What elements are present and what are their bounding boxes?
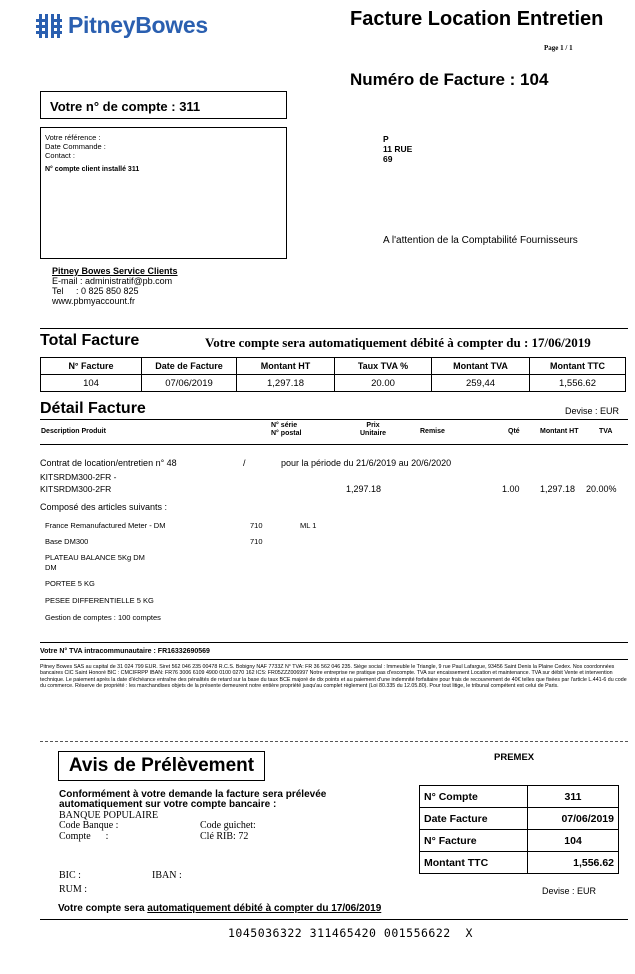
service-website: www.pbmyaccount.fr xyxy=(52,296,136,306)
page-indicator: Page 1 / 1 xyxy=(544,44,573,52)
composition-heading: Composé des articles suivants : xyxy=(40,502,168,512)
amount-ht-value: 1,297.18 xyxy=(540,484,576,494)
detail-section-title: Détail Facture xyxy=(40,400,146,417)
detail-currency: Devise : EUR xyxy=(565,406,620,416)
col-quantity: Qté xyxy=(508,428,520,435)
legal-notice: Pitney Bowes SAS au capital de 31 024 799 EUR. Siret 562 046 235 00478 R.C.S. Bobigny NAF 7733Z N° TVA: FR 36 562 046 235. Siège social : Immeuble le Triangle, 9 rue Paul Lafargue, 93456 Saint Denis la Plaine Cedex. Nos coordonnées bancaires CIC Saint Honoré BIC : CMCIFRPP IBAN: FR76 3006 6109 4900 0100 0270 162 ICS: FR05ZZZ006997 Notre entreprise ne pratique pas d'escompte. TVA sur encaissement Location et maintenance. TVA sur débit Vente et intervention technique. Le paiement après la date d'échéance entraîne des pénalités de retard sur la base du taux BCE majoré de dix points et au paiement d'une indemnité forfaitaire pour frais de recouvrement de 40€ telles que fixées par l'article L.441-6 du code du commerce. Réserve de propriété : les marchandises objets de la présente demeurent notre entière propriété jusqu'au complet règlement (Loi 80.335 du 12.05.80). Pour tout litige, le tribunal compétent est celui de Paris. xyxy=(40,664,627,690)
kit-line: KITSRDM300-2FR xyxy=(40,484,112,494)
iban-label: IBAN : xyxy=(152,870,182,881)
branch-code-label: Code guichet: xyxy=(200,820,256,831)
detail-header-top-rule xyxy=(40,419,628,420)
header-cell: Date de Facture xyxy=(142,358,237,375)
tva-rate-value: 20.00% xyxy=(586,484,617,494)
document-title: Facture Location Entretien xyxy=(350,8,604,30)
account-row xyxy=(59,832,349,843)
premex-title: PREMEX xyxy=(494,752,535,763)
list-item-code: 710 xyxy=(250,537,263,546)
reference-box xyxy=(40,127,287,259)
header-cell: N° Facture xyxy=(41,358,142,375)
col-postal-line: N° postal xyxy=(271,430,302,437)
section-divider xyxy=(40,328,628,329)
premex-table xyxy=(419,785,619,874)
direct-debit-title: Avis de Prélèvement xyxy=(58,751,265,781)
list-item: PORTEE 5 KG xyxy=(45,579,95,588)
kit-line: KITSRDM300-2FR - xyxy=(40,472,117,482)
col-amount-ht: Montant HT xyxy=(540,428,579,435)
value-cell: 1,556.62 xyxy=(530,375,626,392)
bic-label: BIC : xyxy=(59,870,81,881)
list-item-extra: ML 1 xyxy=(300,521,317,530)
brand-name: PitneyBowes xyxy=(68,12,208,38)
col-price-line: Prix xyxy=(366,422,380,429)
invoice-number-heading: Numéro de Facture : 104 xyxy=(350,70,549,89)
premex-label: Date Facture xyxy=(420,808,528,830)
value-cell: 07/06/2019 xyxy=(142,375,237,392)
address-line: P xyxy=(383,134,389,144)
col-tva: TVA xyxy=(599,428,613,435)
detail-header-bottom-rule xyxy=(40,444,628,445)
table-row xyxy=(420,830,619,852)
table-row xyxy=(41,375,626,392)
premex-label: N° Facture xyxy=(420,830,528,852)
header-cell: Montant HT xyxy=(237,358,335,375)
ref-line-contact: Contact : xyxy=(45,151,76,160)
service-email: E-mail : administratif@pb.com xyxy=(52,276,173,286)
premex-value: 104 xyxy=(528,830,619,852)
header-cell: Taux TVA % xyxy=(335,358,432,375)
list-item: PESEE DIFFERENTIELLE 5 KG xyxy=(45,596,154,605)
header-cell: Montant TVA xyxy=(432,358,530,375)
rum-label: RUM : xyxy=(59,884,88,895)
debit-date-line xyxy=(58,903,381,914)
address-line: 69 xyxy=(383,154,393,164)
table-header-row xyxy=(41,358,626,375)
ref-line-reference: Votre référence : xyxy=(45,133,101,142)
brand-logo xyxy=(36,12,208,39)
total-section-title: Total Facture xyxy=(40,332,140,349)
col-serial-line: N° série xyxy=(271,422,298,429)
list-item-code: 710 xyxy=(250,521,263,530)
ref-line-order-date: Date Commande : xyxy=(45,142,106,151)
direct-debit-text: Conformément à votre demande la facture sera prélevée automatiquement sur votre compte bancaire : xyxy=(59,789,327,810)
debit-date: automatiquement débité à compter du 17/06/2019 xyxy=(147,903,382,914)
contract-line: Contrat de location/entretien n° 48 xyxy=(40,458,177,468)
premex-value: 07/06/2019 xyxy=(528,808,619,830)
col-unit-price xyxy=(360,422,386,438)
list-item: Base DM300 xyxy=(45,537,89,546)
service-phone: Tel : 0 825 850 825 xyxy=(52,286,139,296)
section-divider xyxy=(40,659,628,660)
list-item: France Remanufactured Meter - DM xyxy=(45,521,166,530)
section-divider xyxy=(40,642,628,643)
service-title: Pitney Bowes Service Clients xyxy=(52,266,178,276)
quantity-value: 1.00 xyxy=(502,484,520,494)
list-item: PLATEAU BALANCE 5Kg DM xyxy=(45,553,145,562)
section-divider xyxy=(40,919,628,920)
table-row xyxy=(420,808,619,830)
account-label: Compte : xyxy=(59,831,109,842)
col-description: Description Produit xyxy=(41,428,106,435)
attention-line: A l'attention de la Comptabilité Fournisseurs xyxy=(383,235,578,246)
customer-address xyxy=(383,134,412,164)
premex-label: N° Compte xyxy=(420,786,528,808)
col-serial xyxy=(271,422,301,438)
payment-reference-line: 1045036322 311465420 001556622 X xyxy=(228,926,473,940)
unit-price-value: 1,297.18 xyxy=(346,484,382,494)
list-item: DM xyxy=(45,563,57,572)
customer-service-block xyxy=(52,266,178,306)
list-item: Gestion de comptes : 100 comptes xyxy=(45,613,161,622)
direct-debit-block xyxy=(59,790,349,843)
auto-debit-message: Votre compte sera automatiquement débité à compter du : 17/06/2019 xyxy=(205,335,591,350)
contract-separator: / xyxy=(243,458,246,468)
premex-currency: Devise : EUR xyxy=(542,886,597,896)
header-cell: Montant TTC xyxy=(530,358,626,375)
cut-line xyxy=(40,741,628,742)
value-cell: 259,44 xyxy=(432,375,530,392)
premex-value: 1,556.62 xyxy=(528,852,619,874)
table-row xyxy=(420,786,619,808)
rib-key: Clé RIB: 72 xyxy=(200,831,249,842)
total-table xyxy=(40,357,626,392)
debit-prefix: Votre compte sera xyxy=(58,903,148,914)
table-row xyxy=(420,852,619,874)
value-cell: 20.00 xyxy=(335,375,432,392)
value-cell: 1,297.18 xyxy=(237,375,335,392)
col-discount: Remise xyxy=(420,428,445,435)
account-number-box: Votre n° de compte : 311 xyxy=(40,91,287,119)
installed-account: N° compte client installé 311 xyxy=(45,166,140,173)
premex-value: 311 xyxy=(528,786,619,808)
pitney-bowes-logo-icon xyxy=(36,13,62,39)
contract-period: pour la période du 21/6/2019 au 20/6/2020 xyxy=(281,458,452,468)
address-line: 11 RUE xyxy=(383,144,413,154)
bank-code-label: Code Banque : xyxy=(59,820,119,831)
col-unit-line: Unitaire xyxy=(360,430,387,437)
premex-label: Montant TTC xyxy=(420,852,528,874)
intra-vat-number: Votre N° TVA intracommunautaire : FR16332690569 xyxy=(40,648,210,655)
value-cell: 104 xyxy=(41,375,142,392)
bank-name: BANQUE POPULAIRE xyxy=(59,810,159,821)
